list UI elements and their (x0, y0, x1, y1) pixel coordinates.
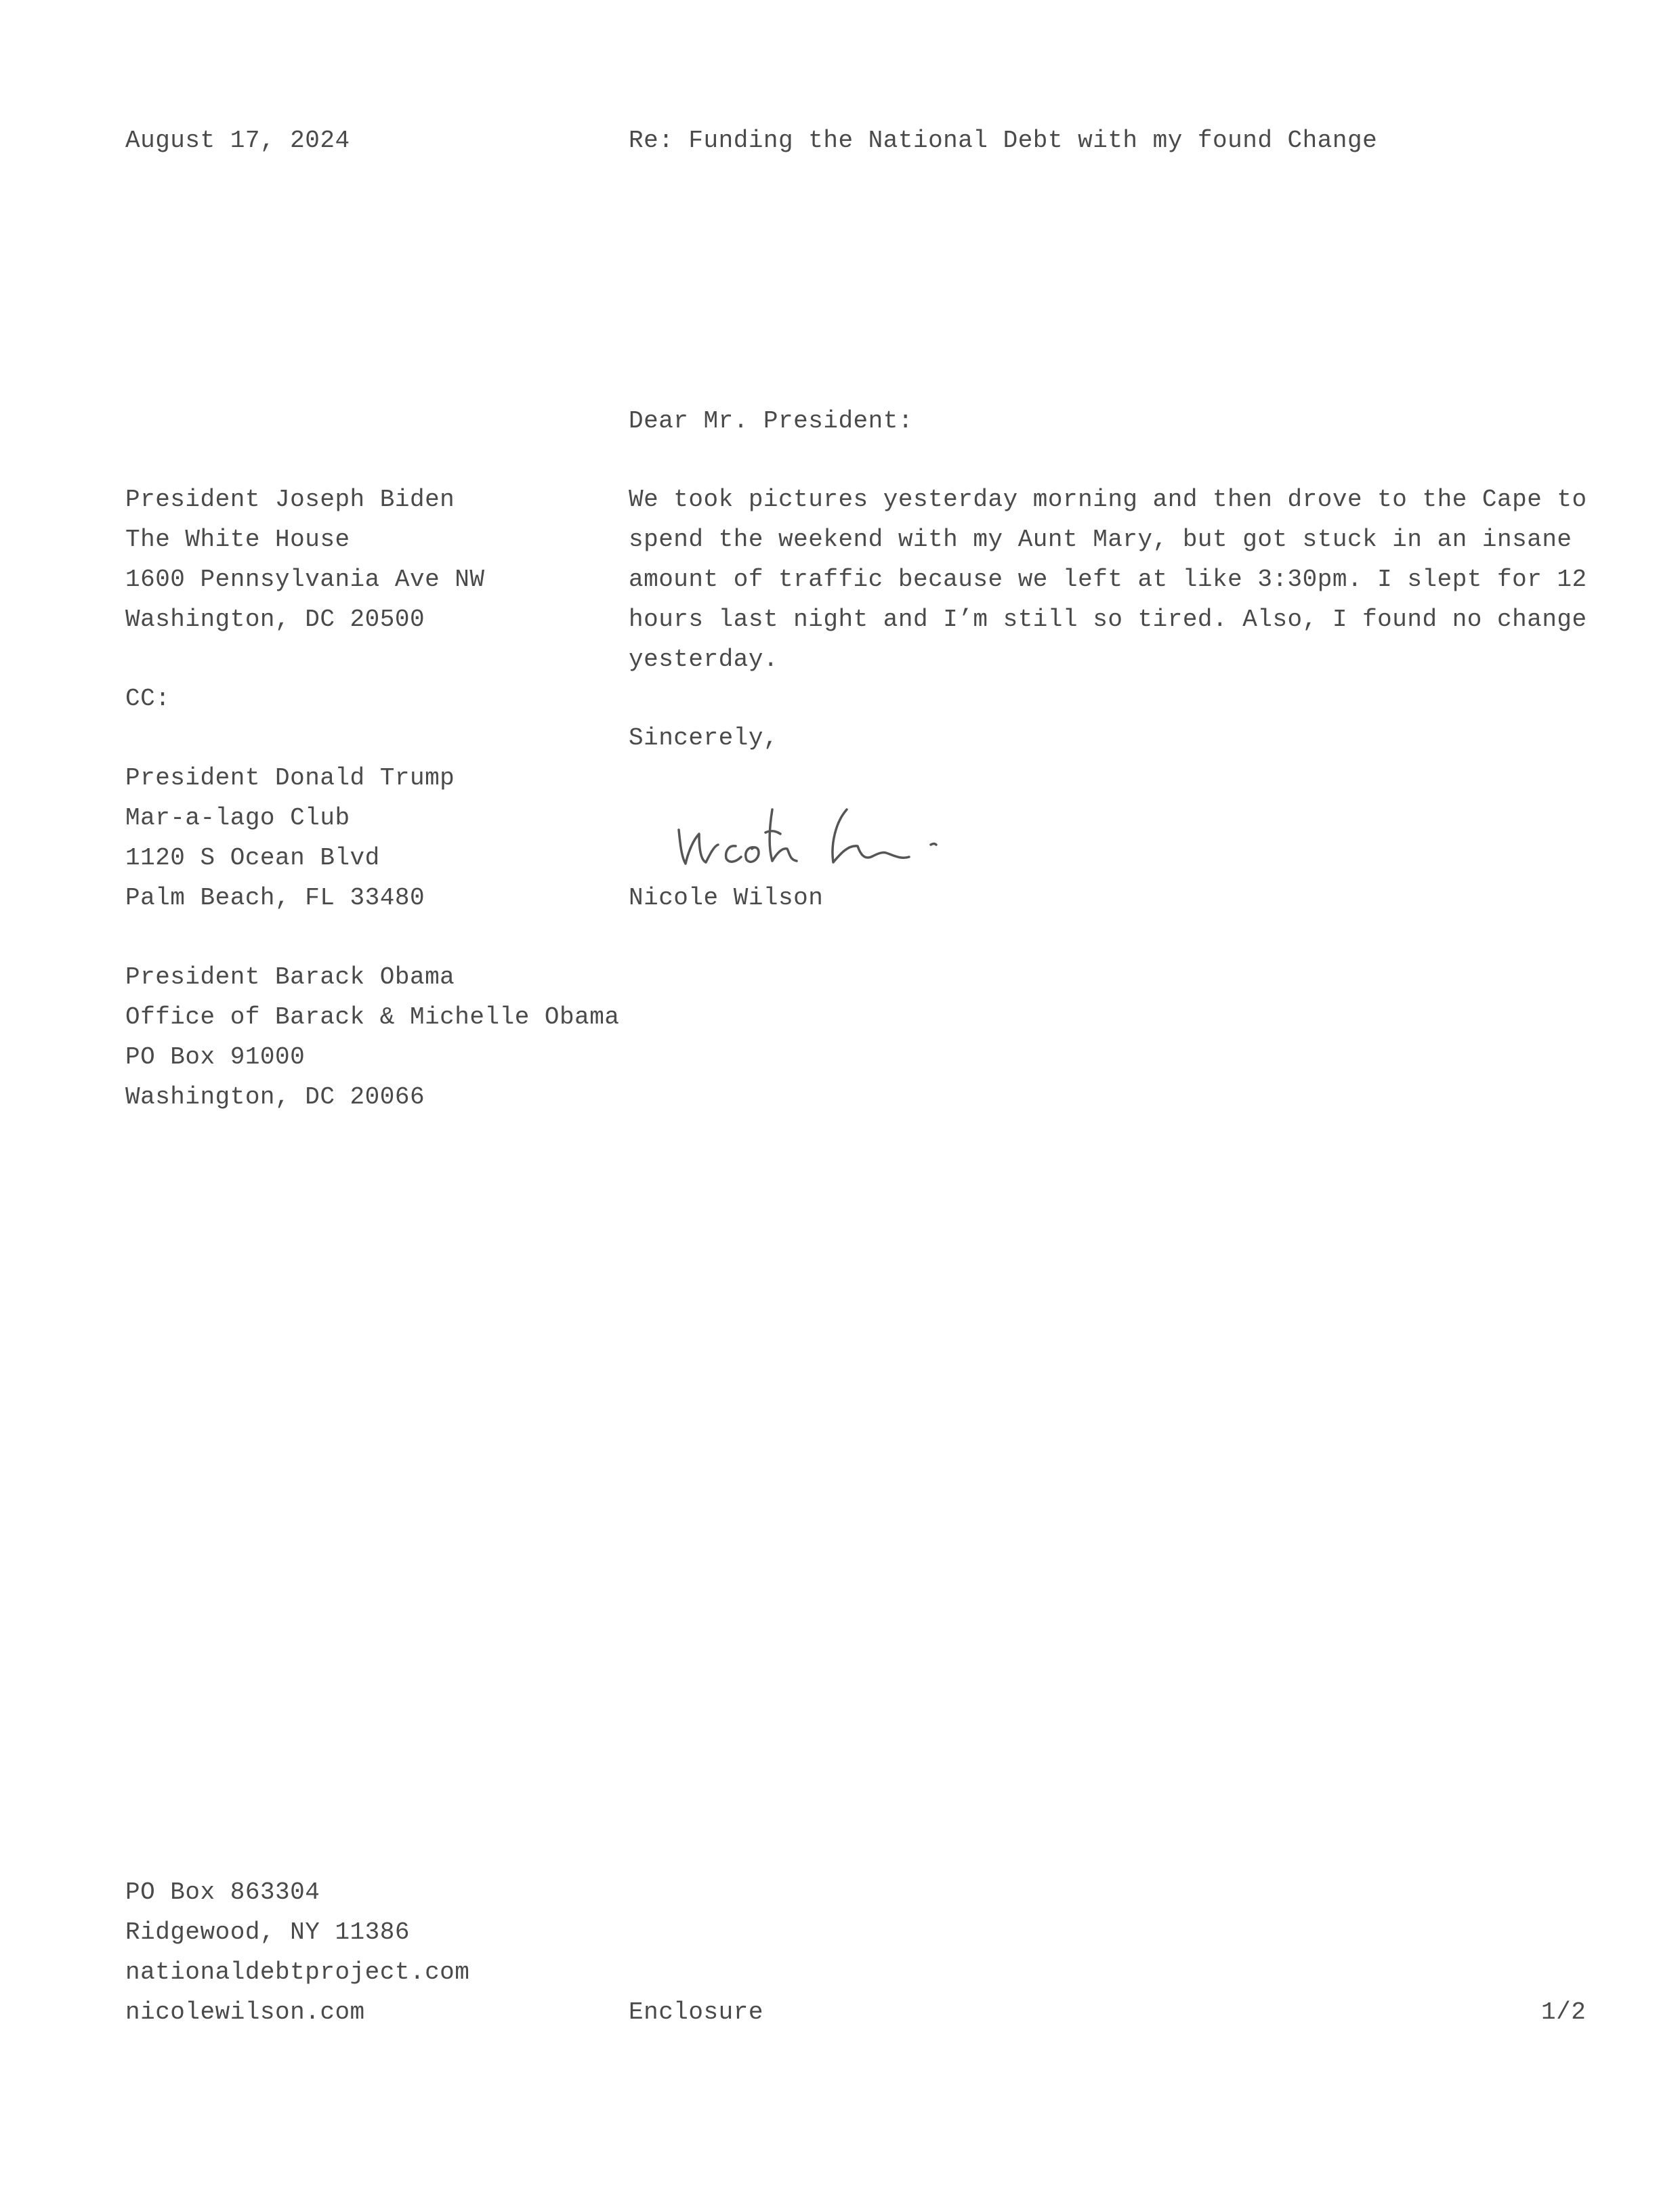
body-line: hours last night and I’m still so tired. Also, I found no change (629, 606, 1587, 633)
website-line: nicolewilson.com (125, 1998, 365, 2026)
cc-address-obama (125, 957, 619, 1117)
body-line: spend the weekend with my Aunt Mary, but got stuck in an insane (629, 526, 1572, 553)
address-line: 1120 S Ocean Blvd (125, 844, 380, 872)
address-line: Palm Beach, FL 33480 (125, 884, 425, 912)
cc-label: CC: (125, 685, 171, 713)
signature-name: Nicole Wilson (629, 884, 824, 912)
address-line: 1600 Pennsylvania Ave NW (125, 566, 485, 593)
body-line: yesterday. (629, 646, 779, 673)
address-line: Office of Barack & Michelle Obama (125, 1003, 620, 1031)
body-line: amount of traffic because we left at like 3:30pm. I slept for 12 (629, 566, 1587, 593)
sender-address (125, 1872, 469, 2032)
letter-body (629, 480, 1587, 679)
address-line: President Donald Trump (125, 764, 455, 792)
recipient-address (125, 480, 484, 639)
enclosure-label: Enclosure (629, 1998, 763, 2026)
address-line: Washington, DC 20066 (125, 1083, 425, 1111)
salutation: Dear Mr. President: (629, 407, 913, 435)
address-line: President Joseph Biden (125, 486, 455, 513)
closing: Sincerely, (629, 724, 779, 752)
address-line: Ridgewood, NY 11386 (125, 1918, 410, 1946)
page-number: 1/2 (1541, 1998, 1587, 2026)
body-line: We took pictures yesterday morning and then drove to the Cape to (629, 486, 1587, 513)
address-line: The White House (125, 526, 350, 553)
letter-subject: Re: Funding the National Debt with my found Change (629, 127, 1378, 154)
address-line: Mar-a-lago Club (125, 804, 350, 832)
address-line: PO Box 91000 (125, 1043, 306, 1071)
website-line: nationaldebtproject.com (125, 1958, 470, 1986)
address-line: President Barack Obama (125, 963, 455, 991)
cc-address-trump (125, 758, 455, 918)
address-line: Washington, DC 20500 (125, 606, 425, 633)
handwritten-signature (671, 789, 1023, 874)
letter-date: August 17, 2024 (125, 127, 350, 154)
address-line: PO Box 863304 (125, 1878, 320, 1906)
